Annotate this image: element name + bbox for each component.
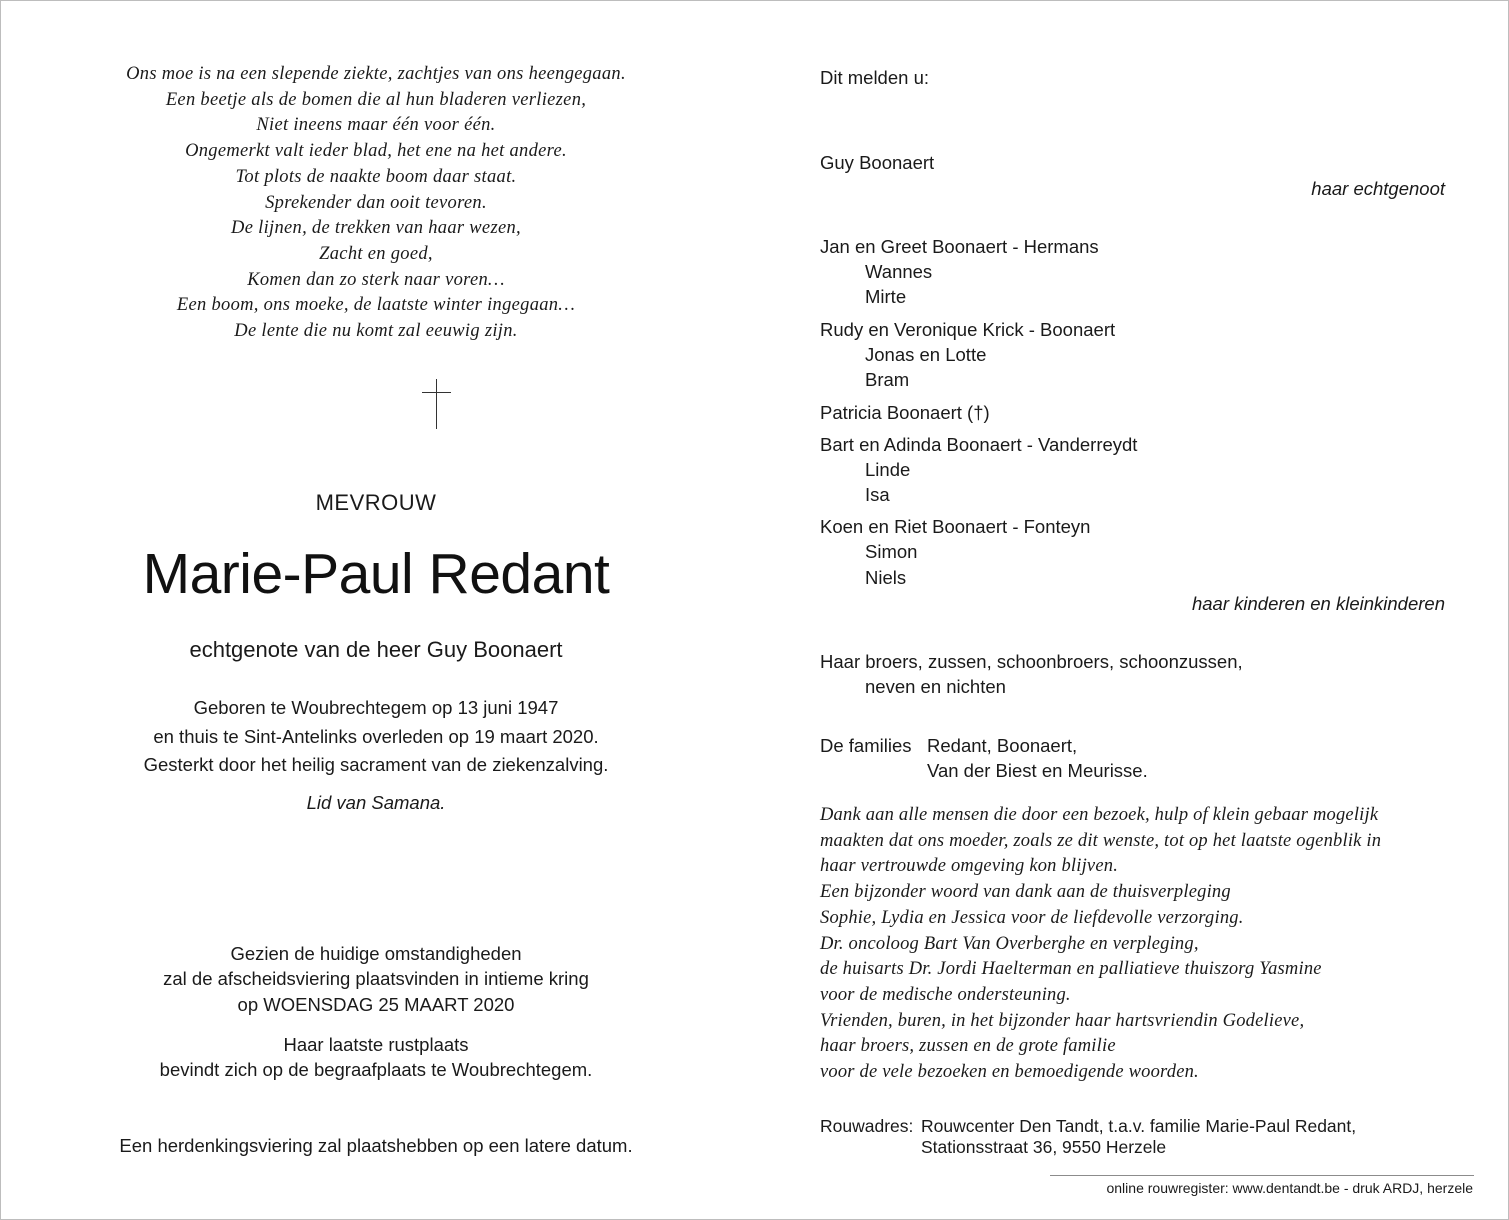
poem-line: Komen dan zo sterk naar voren…	[247, 269, 505, 290]
poem-line: Ongemerkt valt ieder blad, het ene na het andere.	[185, 141, 567, 162]
death-line: en thuis te Sint-Antelinks overleden op 19 maart 2020.	[153, 725, 599, 747]
poem-line: Een boom, ons moeke, de laatste winter ingegaan…	[176, 295, 576, 316]
thanks-line: Een bijzonder woord van dank aan de thuisverpleging	[820, 882, 1231, 903]
child-parents: Bart en Adinda Boonaert - Vanderreydt	[820, 434, 1138, 455]
address-label: Rouwadres:	[820, 1116, 914, 1136]
families-line: Redant, Boonaert,	[927, 735, 1078, 756]
poem-line: De lijnen, de trekken van haar wezen,	[231, 218, 521, 239]
funeral-line: zal de afscheidsviering plaatsvinden in intieme kring	[163, 968, 589, 990]
poem-line: Ons moe is na een slepende ziekte, zachtjes van ons heengegaan.	[126, 64, 626, 84]
thanks-line: haar vertrouwde omgeving kon blijven.	[820, 856, 1119, 877]
children-role: haar kinderen en kleinkinderen	[1191, 593, 1445, 614]
child-parents: Koen en Riet Boonaert - Fonteyn	[820, 516, 1091, 537]
rest-line: Haar laatste rustplaats	[283, 1034, 469, 1055]
thanks-line: Sophie, Lydia en Jessica voor de liefdevolle verzorging.	[820, 907, 1244, 928]
thanks-text	[820, 803, 1445, 1086]
memorial-note: Een herdenkingsviering zal plaatshebben op een latere datum.	[119, 1135, 633, 1156]
child-parents: Rudy en Veronique Krick - Boonaert	[820, 319, 1116, 340]
poem	[60, 62, 692, 345]
membership: Lid van Samana.	[306, 792, 446, 813]
grandchild: Bram	[865, 369, 910, 390]
grandchild: Wannes	[865, 261, 933, 282]
grandchild: Niels	[865, 567, 907, 588]
thanks-line: Vrienden, buren, in het bijzonder haar hartsvriendin Godelieve,	[820, 1010, 1305, 1031]
child-parents: Jan en Greet Boonaert - Hermans	[820, 236, 1099, 257]
announce-intro: Dit melden u:	[820, 67, 929, 88]
resting-place	[60, 1032, 692, 1083]
thanks-line: voor de medische ondersteuning.	[820, 984, 1071, 1005]
poem-line: Een beetje als de bomen die al hun bladeren verliezen,	[165, 89, 587, 110]
deceased-name: Marie-Paul Redant	[142, 542, 610, 606]
sacrament-line: Gesterkt door het heilig sacrament van de ziekenzalving.	[143, 754, 609, 776]
thanks-line: de huisarts Dr. Jordi Haelterman en palliatieve thuiszorg Yasmine	[820, 959, 1322, 980]
husband-name: Guy Boonaert	[820, 152, 935, 173]
poem-line: Niet ineens maar één voor één.	[256, 115, 496, 136]
poem-line: Sprekender dan ooit tevoren.	[265, 192, 487, 213]
grandchild: Simon	[865, 541, 918, 562]
footer-divider	[1050, 1175, 1474, 1176]
grandchild: Mirte	[865, 286, 907, 307]
thanks-line: Dank aan alle mensen die door een bezoek, hulp of klein gebaar mogelijk	[820, 805, 1379, 825]
address-line: Rouwcenter Den Tandt, t.a.v. familie Marie-Paul Redant,	[921, 1116, 1357, 1136]
thanks-line: maakten dat ons moeder, zoals ze dit wenste, tot op het laatste ogenblik in	[820, 830, 1382, 851]
thanks-line: Dr. oncoloog Bart Van Overberghe en verpleging,	[820, 933, 1199, 954]
child-parents: Patricia Boonaert (†)	[820, 402, 990, 423]
husband-role: haar echtgenoot	[1311, 178, 1445, 199]
birth-line: Geboren te Woubrechtegem op 13 juni 1947	[193, 697, 559, 718]
grandchild: Isa	[865, 484, 890, 505]
thanks-line: voor de vele bezoeken en bemoedigende woorden.	[820, 1062, 1199, 1083]
cross-icon	[436, 379, 437, 429]
grandchild: Jonas en Lotte	[865, 344, 987, 365]
rest-line: bevindt zich op de begraafplaats te Woubrechtegem.	[159, 1059, 593, 1081]
deceased-title: MEVROUW	[315, 490, 437, 515]
thanks-line: haar broers, zussen en de grote familie	[820, 1036, 1116, 1057]
deceased-spouse: echtgenote van de heer Guy Boonaert	[189, 637, 563, 662]
funeral-info	[60, 941, 692, 1017]
siblings-line: neven en nichten	[865, 676, 1006, 697]
birth-death-info	[60, 694, 692, 780]
address-line: Stationsstraat 36, 9550 Herzele	[921, 1137, 1167, 1157]
funeral-line: Gezien de huidige omstandigheden	[230, 943, 522, 964]
footer-note: online rouwregister: www.dentandt.be - druk ARDJ, herzele	[1106, 1180, 1473, 1196]
families-label: De families	[820, 735, 912, 756]
siblings-line: Haar broers, zussen, schoonbroers, schoonzussen,	[820, 651, 1243, 672]
families-line: Van der Biest en Meurisse.	[927, 760, 1148, 781]
funeral-date: op WOENSDAG 25 MAART 2020	[237, 993, 515, 1015]
poem-line: Zacht en goed,	[319, 243, 433, 264]
poem-line: Tot plots de naakte boom daar staat.	[235, 166, 517, 187]
grandchild: Linde	[865, 459, 911, 480]
mourning-address	[820, 1116, 1356, 1158]
poem-line: De lente die nu komt zal eeuwig zijn.	[234, 321, 518, 342]
